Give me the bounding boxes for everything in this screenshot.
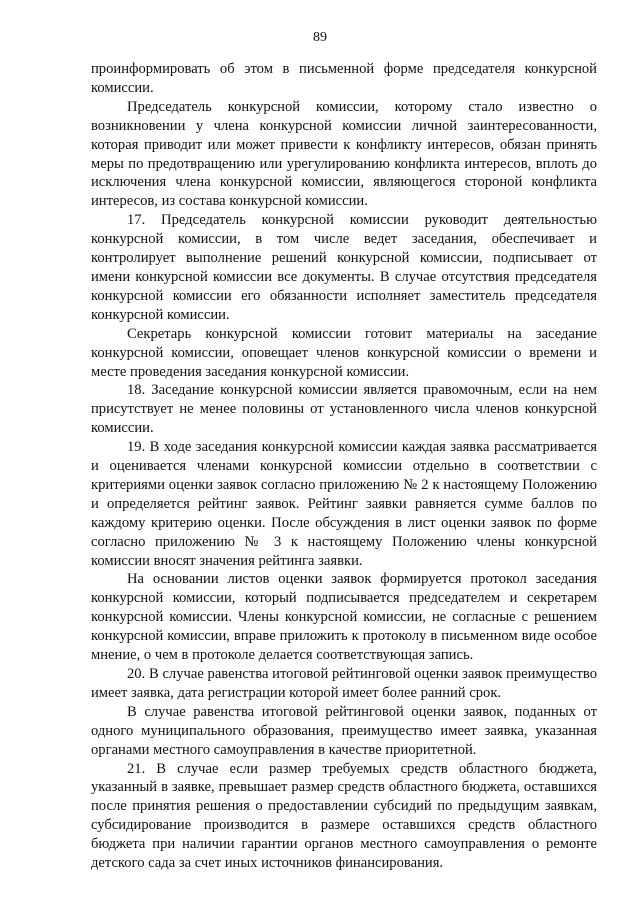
paragraph-continuation: проинформировать об этом в письменной форме председателя конкурсной комиссии. — [91, 61, 597, 96]
paragraph-protocol: На основании листов оценки заявок формируется протокол заседания конкурсной комиссии, который подписывается председателем и секретарем конкурсной комиссии. Члены конкурсной комиссии, не согласные с решением конкурсной комиссии, вправе приложить к протоколу в письменном виде особое мнение, о чем в протоколе делается соответствующая запись. — [91, 571, 597, 664]
paragraph-secretary: Секретарь конкурсной комиссии готовит материалы на заседание конкурсной комиссии, оповещает членов конкурсной комиссии о времени и месте проведения заседания конкурсной комиссии. — [91, 325, 597, 380]
document-body — [91, 60, 597, 873]
paragraph-chairman-conflict: Председатель конкурсной комиссии, которому стало известно о возникновении у члена конкурсной комиссии личной заинтересованности, которая приводит или может привести к конфликту интересов, обязан принять меры по предотвращению или урегулированию конфликта интересов, вплоть до исключения члена конкурсной комиссии, являющегося стороной конфликта интересов, из состава конкурсной комиссии. — [91, 98, 597, 210]
paragraph-21: 21. В случае если размер требуемых средств областного бюджета, указанный в заявке, превышает размер средств областного бюджета, оставшихся после принятия решения о предоставлении субсидий по предыдущим заявкам, субсидирование производится в размере оставшихся средств областного бюджета при наличии гарантии органов местного самоуправления о ремонте детского сада за счет иных источников финансирования. — [91, 760, 597, 872]
paragraph-equal-rating: В случае равенства итоговой рейтинговой оценки заявок, поданных от одного муниципального образования, преимущество имеет заявка, указанная органами местного самоуправления в качестве приоритетной. — [91, 703, 597, 758]
page-number: 89 — [313, 30, 327, 45]
paragraph-19: 19. В ходе заседания конкурсной комиссии каждая заявка рассматривается и оценивается членами конкурсной комиссии отдельно в соответствии с критериями оценки заявок согласно приложению № 2 к настоящему Положению и определяется рейтинг заявок. Рейтинг заявки равняется сумме баллов по каждому критерию оценки. После обсуждения в лист оценки заявок по форме согласно приложению № 3 к настоящему Положению члены конкурсной комиссии вносят значения рейтинга заявки. — [91, 439, 597, 569]
paragraph-20: 20. В случае равенства итоговой рейтинговой оценки заявок преимущество имеет заявка, дата регистрации которой имеет более ранний срок. — [91, 666, 597, 701]
paragraph-17: 17. Председатель конкурсной комиссии руководит деятельностью конкурсной комиссии, в том числе ведет заседания, обеспечивает и контролирует выполнение решений конкурсной комиссии, подписывает от имени конкурсной комиссии все документы. В случае отсутствия председателя конкурсной комиссии его обязанности исполняет заместитель председателя конкурсной комиссии. — [91, 212, 597, 323]
paragraph-18: 18. Заседание конкурсной комиссии является правомочным, если на нем присутствует не менее половины от установленного числа членов конкурсной комиссии. — [91, 382, 597, 437]
